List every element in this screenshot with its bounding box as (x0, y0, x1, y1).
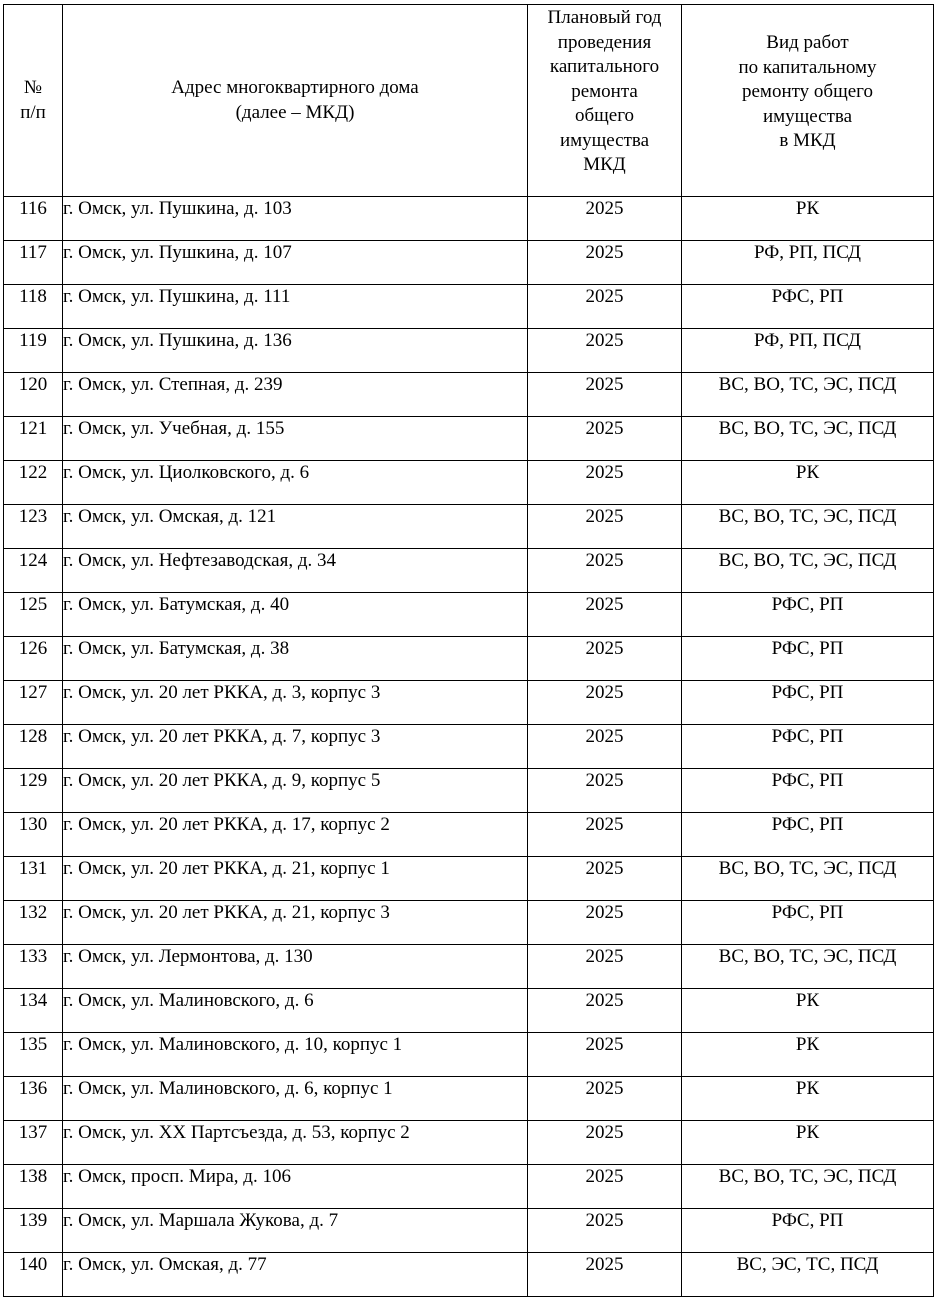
row-work-type: ВС, ВО, ТС, ЭС, ПСД (682, 857, 934, 901)
row-work-type: РК (682, 989, 934, 1033)
row-address: г. Омск, ул. Батумская, д. 40 (63, 593, 528, 637)
row-work-type: РФС, РП (682, 813, 934, 857)
row-work-type: ВС, ВО, ТС, ЭС, ПСД (682, 373, 934, 417)
row-number: 129 (4, 769, 63, 813)
row-work-type: ВС, ВО, ТС, ЭС, ПСД (682, 945, 934, 989)
table-row (4, 373, 934, 417)
row-address: г. Омск, ул. 20 лет РККА, д. 21, корпус 1 (63, 857, 528, 901)
row-address: г. Омск, просп. Мира, д. 106 (63, 1165, 528, 1209)
row-year: 2025 (528, 461, 682, 505)
row-number: 118 (4, 285, 63, 329)
table-row (4, 1121, 934, 1165)
row-number: 135 (4, 1033, 63, 1077)
table-row (4, 197, 934, 241)
row-year: 2025 (528, 681, 682, 725)
row-work-type: РФ, РП, ПСД (682, 329, 934, 373)
row-work-type: РФ, РП, ПСД (682, 241, 934, 285)
row-year: 2025 (528, 901, 682, 945)
row-year: 2025 (528, 1209, 682, 1253)
row-address: г. Омск, ул. Степная, д. 239 (63, 373, 528, 417)
row-year: 2025 (528, 197, 682, 241)
row-work-type: РК (682, 461, 934, 505)
table-row (4, 505, 934, 549)
row-work-type: РФС, РП (682, 285, 934, 329)
row-address: г. Омск, ул. Циолковского, д. 6 (63, 461, 528, 505)
table-row (4, 549, 934, 593)
row-number: 138 (4, 1165, 63, 1209)
row-work-type: РК (682, 1033, 934, 1077)
row-address: г. Омск, ул. 20 лет РККА, д. 3, корпус 3 (63, 681, 528, 725)
row-number: 136 (4, 1077, 63, 1121)
table-row (4, 241, 934, 285)
row-number: 127 (4, 681, 63, 725)
row-number: 121 (4, 417, 63, 461)
row-year: 2025 (528, 1121, 682, 1165)
row-number: 132 (4, 901, 63, 945)
row-year: 2025 (528, 1033, 682, 1077)
row-year: 2025 (528, 725, 682, 769)
table-row (4, 417, 934, 461)
row-year: 2025 (528, 373, 682, 417)
row-work-type: РК (682, 1121, 934, 1165)
row-year: 2025 (528, 1165, 682, 1209)
table-row (4, 285, 934, 329)
row-work-type: РК (682, 1077, 934, 1121)
row-work-type: РФС, РП (682, 637, 934, 681)
row-year: 2025 (528, 1253, 682, 1297)
header-planned-year: Плановый год проведения капитального ремонта общего имущества МКД (528, 5, 682, 197)
row-address: г. Омск, ул. 20 лет РККА, д. 7, корпус 3 (63, 725, 528, 769)
row-address: г. Омск, ул. Малиновского, д. 10, корпус 1 (63, 1033, 528, 1077)
row-year: 2025 (528, 549, 682, 593)
row-address: г. Омск, ул. Омская, д. 121 (63, 505, 528, 549)
row-year: 2025 (528, 505, 682, 549)
row-address: г. Омск, ул. Маршала Жукова, д. 7 (63, 1209, 528, 1253)
row-year: 2025 (528, 593, 682, 637)
row-work-type: РФС, РП (682, 681, 934, 725)
table-row (4, 857, 934, 901)
table-body (4, 197, 934, 1297)
row-year: 2025 (528, 329, 682, 373)
row-address: г. Омск, ул. Батумская, д. 38 (63, 637, 528, 681)
row-number: 125 (4, 593, 63, 637)
row-address: г. Омск, ул. Малиновского, д. 6 (63, 989, 528, 1033)
row-work-type: РФС, РП (682, 1209, 934, 1253)
row-year: 2025 (528, 637, 682, 681)
row-address: г. Омск, ул. Нефтезаводская, д. 34 (63, 549, 528, 593)
row-number: 122 (4, 461, 63, 505)
row-year: 2025 (528, 989, 682, 1033)
table-row (4, 637, 934, 681)
row-number: 117 (4, 241, 63, 285)
row-address: г. Омск, ул. Лермонтова, д. 130 (63, 945, 528, 989)
row-work-type: ВС, ВО, ТС, ЭС, ПСД (682, 505, 934, 549)
table-row (4, 1077, 934, 1121)
table-row (4, 1253, 934, 1297)
row-number: 130 (4, 813, 63, 857)
table-row (4, 1209, 934, 1253)
row-address: г. Омск, ул. Малиновского, д. 6, корпус 1 (63, 1077, 528, 1121)
table-row (4, 769, 934, 813)
row-number: 120 (4, 373, 63, 417)
row-number: 140 (4, 1253, 63, 1297)
row-work-type: ВС, ВО, ТС, ЭС, ПСД (682, 1165, 934, 1209)
row-work-type: РФС, РП (682, 769, 934, 813)
row-work-type: ВС, ВО, ТС, ЭС, ПСД (682, 549, 934, 593)
row-work-type: РК (682, 197, 934, 241)
row-work-type: ВС, ЭС, ТС, ПСД (682, 1253, 934, 1297)
row-address: г. Омск, ул. 20 лет РККА, д. 9, корпус 5 (63, 769, 528, 813)
row-number: 119 (4, 329, 63, 373)
row-address: г. Омск, ул. Учебная, д. 155 (63, 417, 528, 461)
row-number: 123 (4, 505, 63, 549)
table-row (4, 989, 934, 1033)
table-row (4, 681, 934, 725)
row-year: 2025 (528, 857, 682, 901)
row-year: 2025 (528, 813, 682, 857)
row-address: г. Омск, ул. Омская, д. 77 (63, 1253, 528, 1297)
row-year: 2025 (528, 945, 682, 989)
table-row (4, 945, 934, 989)
row-work-type: РФС, РП (682, 593, 934, 637)
row-year: 2025 (528, 285, 682, 329)
row-work-type: РФС, РП (682, 725, 934, 769)
table-row (4, 593, 934, 637)
row-work-type: ВС, ВО, ТС, ЭС, ПСД (682, 417, 934, 461)
row-address: г. Омск, ул. Пушкина, д. 103 (63, 197, 528, 241)
table-row (4, 1033, 934, 1077)
row-number: 126 (4, 637, 63, 681)
row-address: г. Омск, ул. XX Партсъезда, д. 53, корпус 2 (63, 1121, 528, 1165)
row-address: г. Омск, ул. 20 лет РККА, д. 21, корпус 3 (63, 901, 528, 945)
table-row (4, 461, 934, 505)
row-address: г. Омск, ул. Пушкина, д. 111 (63, 285, 528, 329)
row-year: 2025 (528, 1077, 682, 1121)
row-number: 116 (4, 197, 63, 241)
row-year: 2025 (528, 769, 682, 813)
row-number: 137 (4, 1121, 63, 1165)
header-address: Адрес многоквартирного дома (далее – МКД) (63, 5, 528, 197)
row-number: 131 (4, 857, 63, 901)
header-work-type: Вид работ по капитальному ремонту общего имущества в МКД (682, 5, 934, 197)
table-row (4, 725, 934, 769)
table-row (4, 1165, 934, 1209)
header-number: № п/п (4, 5, 63, 197)
row-address: г. Омск, ул. Пушкина, д. 107 (63, 241, 528, 285)
capital-repair-table (3, 4, 934, 1297)
row-number: 134 (4, 989, 63, 1033)
row-number: 139 (4, 1209, 63, 1253)
row-work-type: РФС, РП (682, 901, 934, 945)
row-address: г. Омск, ул. Пушкина, д. 136 (63, 329, 528, 373)
row-address: г. Омск, ул. 20 лет РККА, д. 17, корпус 2 (63, 813, 528, 857)
row-year: 2025 (528, 417, 682, 461)
table-row (4, 329, 934, 373)
row-number: 128 (4, 725, 63, 769)
table-row (4, 901, 934, 945)
table-row (4, 813, 934, 857)
table-header-row (4, 5, 934, 197)
row-number: 124 (4, 549, 63, 593)
row-year: 2025 (528, 241, 682, 285)
row-number: 133 (4, 945, 63, 989)
